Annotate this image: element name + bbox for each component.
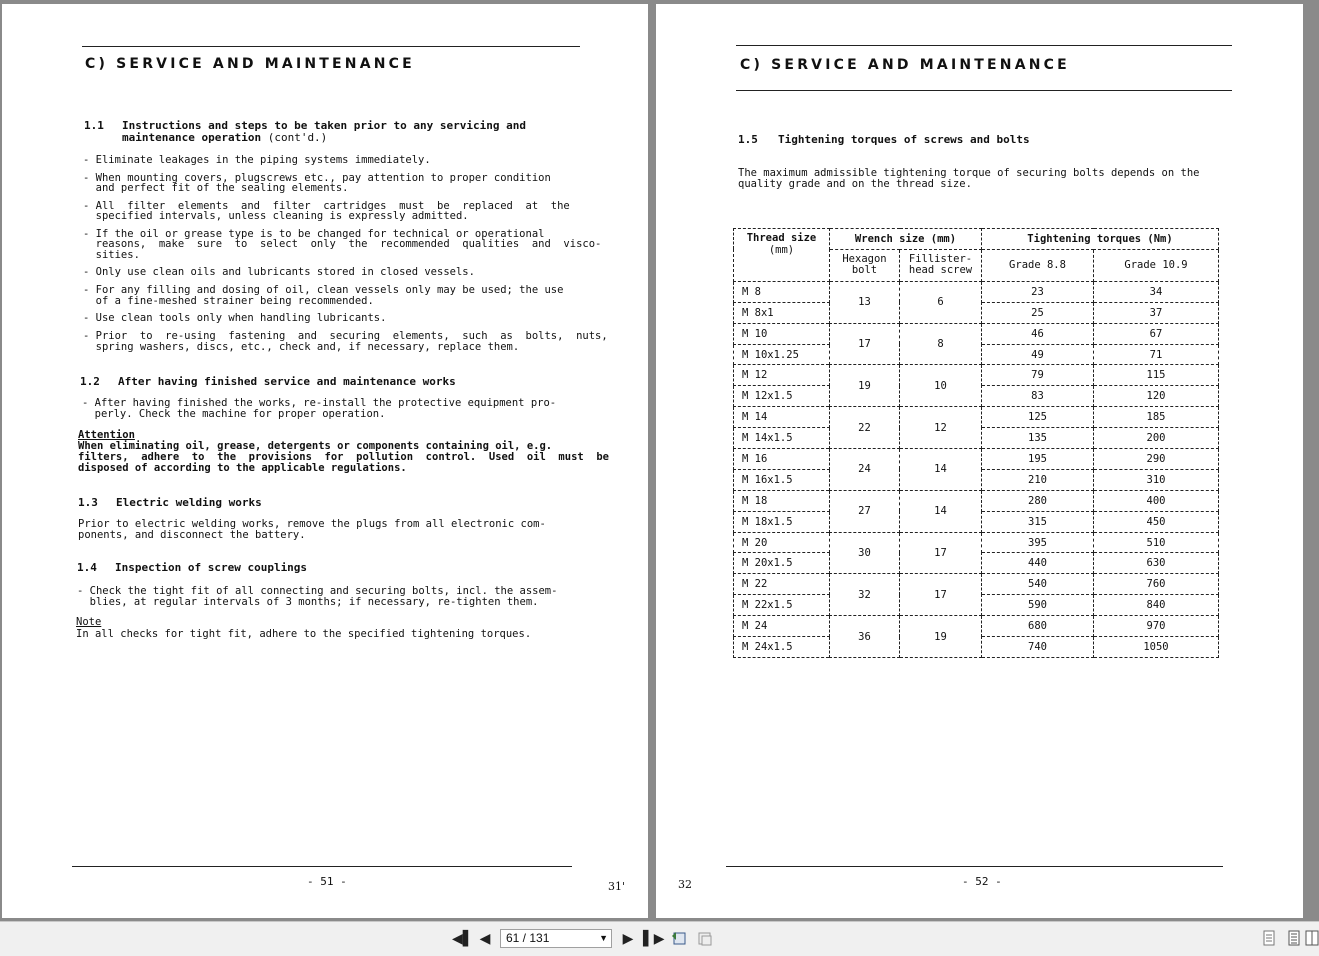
- table-row: [734, 449, 1219, 470]
- grade-10-9-cell: 120: [1094, 386, 1219, 407]
- table-row: [734, 407, 1219, 428]
- bullet-line: reasons, make sure to select only the recommended qualities and visco-: [83, 238, 602, 251]
- grade-10-9-cell: 115: [1094, 365, 1219, 386]
- hexagon-bolt-cell: 22: [830, 407, 900, 449]
- fillister-head-cell: 6: [900, 281, 982, 323]
- document-page-left: [2, 4, 648, 918]
- grade-10-9-cell: 450: [1094, 511, 1219, 532]
- grade-10-9-cell: 760: [1094, 574, 1219, 595]
- fillister-head-cell: 12: [900, 407, 982, 449]
- grade-8-8-cell: 740: [982, 637, 1094, 658]
- table-row: [734, 281, 1219, 302]
- section-1-3-number: 1.3: [78, 496, 98, 509]
- grade-8-8-cell: 46: [982, 323, 1094, 344]
- next-page-icon[interactable]: ▶: [622, 931, 634, 947]
- bullet-line: and perfect fit of the sealing elements.: [83, 182, 349, 195]
- col-header-grade-8-8: Grade 8.8: [982, 249, 1094, 281]
- chevron-down-icon: ▼: [599, 933, 608, 943]
- section-1-2-line-2: perly. Check the machine for proper operation.: [82, 408, 386, 420]
- continuous-view-icon[interactable]: [1285, 930, 1303, 948]
- grade-10-9-cell: 1050: [1094, 637, 1219, 658]
- col-header-grade-10-9: Grade 10.9: [1094, 249, 1219, 281]
- attention-line-2: filters, adhere to the provisions for pollution control. Used oil must be: [78, 451, 610, 463]
- hexagon-bolt-cell: 17: [830, 323, 900, 365]
- grade-8-8-cell: 79: [982, 365, 1094, 386]
- bullet-line: - When mounting covers, plugscrews etc., pay attention to proper condition: [83, 171, 551, 184]
- thread-size-cell: M 20x1.5: [734, 553, 830, 574]
- grade-10-9-cell: 37: [1094, 302, 1219, 323]
- section-1-4-number: 1.4: [77, 561, 97, 574]
- viewer-toolbar: [0, 921, 1319, 956]
- grade-10-9-cell: 67: [1094, 323, 1219, 344]
- section-1-4-line-1: - Check the tight fit of all connecting and securing bolts, incl. the assem-: [77, 585, 558, 597]
- section-1-2-number: 1.2: [80, 375, 100, 388]
- go-back-view-icon[interactable]: [670, 930, 688, 948]
- bullet-line: - For any filling and dosing of oil, clean vessels only may be used; the use: [83, 284, 564, 297]
- section-1-2-line-1: - After having finished the works, re-install the protective equipment pro-: [82, 397, 557, 409]
- bolt-label: bolt: [851, 264, 878, 277]
- section-1-3-title: Electric welding works: [116, 496, 262, 509]
- attention-line-3: disposed of according to the applicable regulations.: [78, 462, 407, 474]
- section-1-5-title: Tightening torques of screws and bolts: [778, 133, 1030, 146]
- page-heading: C) SERVICE AND MAINTENANCE: [740, 57, 1070, 73]
- thread-size-cell: M 8: [734, 281, 830, 302]
- section-1-2-title: After having finished service and maintenance works: [118, 375, 456, 388]
- thread-size-cell: M 18x1.5: [734, 511, 830, 532]
- grade-10-9-cell: 840: [1094, 595, 1219, 616]
- grade-10-9-cell: 510: [1094, 532, 1219, 553]
- page-number: - 52 -: [962, 875, 1002, 888]
- grade-8-8-cell: 83: [982, 386, 1094, 407]
- grade-10-9-cell: 630: [1094, 553, 1219, 574]
- thread-size-cell: M 12x1.5: [734, 386, 830, 407]
- footer-rule: [72, 866, 572, 867]
- hexagon-bolt-cell: 19: [830, 365, 900, 407]
- section-1-1-title-line2: maintenance operation: [122, 131, 262, 144]
- footer-rule: [726, 866, 1223, 867]
- grade-8-8-cell: 395: [982, 532, 1094, 553]
- bullet-line: - Eliminate leakages in the piping systems immediately.: [83, 154, 431, 166]
- table-row: [734, 616, 1219, 637]
- fillister-head-cell: 19: [900, 616, 982, 658]
- handwritten-page-mark: 31': [608, 880, 626, 893]
- go-forward-view-icon[interactable]: [696, 930, 714, 948]
- hexagon-bolt-cell: 24: [830, 449, 900, 491]
- note-text: In all checks for tight fit, adhere to the specified tightening torques.: [76, 628, 532, 640]
- grade-8-8-cell: 590: [982, 595, 1094, 616]
- bullet-line: sities.: [83, 248, 140, 261]
- table-row: [734, 323, 1219, 344]
- grade-8-8-cell: 280: [982, 490, 1094, 511]
- grade-8-8-cell: 23: [982, 281, 1094, 302]
- table-row: [734, 365, 1219, 386]
- grade-8-8-cell: 25: [982, 302, 1094, 323]
- bullet-line: of a fine-meshed strainer being recommended.: [83, 294, 374, 307]
- grade-10-9-cell: 185: [1094, 407, 1219, 428]
- grade-10-9-cell: 290: [1094, 449, 1219, 470]
- section-1-3-line-2: ponents, and disconnect the battery.: [78, 529, 306, 541]
- previous-page-icon[interactable]: ◀: [479, 931, 491, 947]
- thread-size-unit: (mm): [768, 244, 795, 256]
- col-header-tightening-torques: Tightening torques (Nm): [982, 229, 1219, 250]
- document-page-right: [656, 4, 1303, 918]
- grade-10-9-cell: 400: [1094, 490, 1219, 511]
- tightening-torque-table: [733, 228, 1219, 658]
- head-screw-label: head screw: [908, 264, 973, 277]
- section-1-1-title-suffix: (cont'd.): [267, 131, 328, 144]
- fillister-head-cell: 17: [900, 532, 982, 574]
- grade-10-9-cell: 200: [1094, 428, 1219, 449]
- thread-size-cell: M 16x1.5: [734, 469, 830, 490]
- thread-size-cell: M 14x1.5: [734, 428, 830, 449]
- fillister-label: Fillister-: [908, 253, 973, 266]
- handwritten-page-mark: 32: [678, 878, 692, 891]
- attention-line-1: When eliminating oil, grease, detergents or components containing oil, e.g.: [78, 440, 553, 452]
- thread-size-cell: M 22: [734, 574, 830, 595]
- header-rule-bottom: [736, 90, 1232, 91]
- thread-size-cell: M 20: [734, 532, 830, 553]
- bullet-line: - Use clean tools only when handling lubricants.: [83, 312, 387, 325]
- col-header-thread-size: [734, 229, 830, 282]
- section-1-1-number: 1.1: [84, 119, 104, 132]
- note-label: Note: [76, 616, 102, 628]
- facing-pages-view-icon[interactable]: [1305, 930, 1319, 948]
- col-header-hexagon-bolt: [830, 249, 900, 281]
- section-1-1-title-line2-wrap: [122, 131, 327, 144]
- table-row: [734, 574, 1219, 595]
- grade-8-8-cell: 315: [982, 511, 1094, 532]
- fillister-head-cell: 14: [900, 490, 982, 532]
- fillister-head-cell: 17: [900, 574, 982, 616]
- thread-size-cell: M 24x1.5: [734, 637, 830, 658]
- thread-size-cell: M 24: [734, 616, 830, 637]
- fillister-head-cell: 8: [900, 323, 982, 365]
- bullet-line: - If the oil or grease type is to be changed for technical or operational: [83, 228, 545, 241]
- last-page-icon[interactable]: ▌▶: [643, 931, 665, 947]
- table-row: [734, 532, 1219, 553]
- thread-size-cell: M 10x1.25: [734, 344, 830, 365]
- hexagon-bolt-cell: 13: [830, 281, 900, 323]
- page-number-select[interactable]: [500, 929, 612, 948]
- header-rule-top: [82, 46, 580, 47]
- header-rule-top: [736, 45, 1232, 46]
- grade-10-9-cell: 310: [1094, 469, 1219, 490]
- hexagon-bolt-cell: 27: [830, 490, 900, 532]
- thread-size-cell: M 10: [734, 323, 830, 344]
- section-1-5-line-2: quality grade and on the thread size.: [738, 178, 972, 190]
- grade-10-9-cell: 71: [1094, 344, 1219, 365]
- grade-8-8-cell: 135: [982, 428, 1094, 449]
- grade-8-8-cell: 440: [982, 553, 1094, 574]
- section-1-5-number: 1.5: [738, 133, 758, 146]
- page-number: - 51 -: [307, 875, 347, 888]
- page-heading: C) SERVICE AND MAINTENANCE: [85, 56, 415, 72]
- bullet-line: - Only use clean oils and lubricants stored in closed vessels.: [83, 266, 475, 279]
- grade-10-9-cell: 970: [1094, 616, 1219, 637]
- hexagon-bolt-cell: 32: [830, 574, 900, 616]
- fillister-head-cell: 14: [900, 449, 982, 491]
- grade-8-8-cell: 125: [982, 407, 1094, 428]
- thread-size-cell: M 22x1.5: [734, 595, 830, 616]
- grade-8-8-cell: 540: [982, 574, 1094, 595]
- bullet-line: - All filter elements and filter cartridges must be replaced at the: [83, 200, 570, 212]
- fillister-head-cell: 10: [900, 365, 982, 407]
- first-page-icon[interactable]: ◀▌: [452, 931, 474, 947]
- col-header-wrench-size: Wrench size (mm): [830, 229, 982, 250]
- section-1-1-title-line1: Instructions and steps to be taken prior to any servicing and: [122, 119, 526, 132]
- table-row: [734, 490, 1219, 511]
- single-page-view-icon[interactable]: [1260, 930, 1278, 948]
- thread-size-cell: M 18: [734, 490, 830, 511]
- grade-8-8-cell: 210: [982, 469, 1094, 490]
- section-1-4-title: Inspection of screw couplings: [115, 561, 308, 574]
- attention-label: Attention: [78, 429, 135, 441]
- hexagon-bolt-cell: 30: [830, 532, 900, 574]
- thread-size-cell: M 16: [734, 449, 830, 470]
- hexagon-bolt-cell: 36: [830, 616, 900, 658]
- hexagon-label: Hexagon: [842, 253, 887, 266]
- grade-8-8-cell: 680: [982, 616, 1094, 637]
- bullet-line: spring washers, discs, etc., check and, if necessary, replace them.: [83, 340, 520, 353]
- bullet-line: - Prior to re-using fastening and securing elements, such as bolts, nuts,: [83, 330, 608, 343]
- grade-8-8-cell: 49: [982, 344, 1094, 365]
- thread-size-cell: M 12: [734, 365, 830, 386]
- page-indicator: 61 / 131: [506, 931, 550, 945]
- section-1-3-line-1: Prior to electric welding works, remove the plugs from all electronic com-: [78, 518, 546, 530]
- thread-size-cell: M 8x1: [734, 302, 830, 323]
- section-1-5-line-1: The maximum admissible tightening torque of securing bolts depends on the: [738, 167, 1200, 179]
- thread-size-cell: M 14: [734, 407, 830, 428]
- grade-8-8-cell: 195: [982, 449, 1094, 470]
- grade-10-9-cell: 34: [1094, 281, 1219, 302]
- thread-size-label: Thread size: [746, 232, 817, 244]
- section-1-4-line-2: blies, at regular intervals of 3 months; if necessary, re-tighten them.: [77, 596, 539, 608]
- col-header-fillister-head-screw: [900, 249, 982, 281]
- bullet-line: specified intervals, unless cleaning is expressly admitted.: [83, 210, 469, 223]
